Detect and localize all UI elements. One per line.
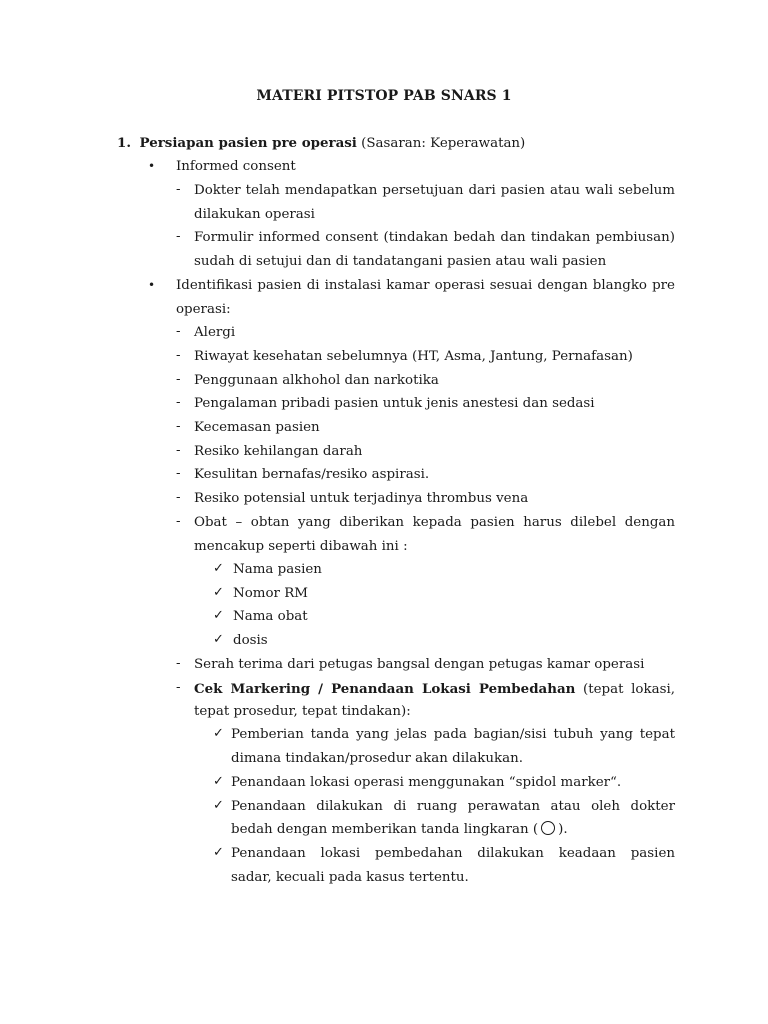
cek-check-3-line-1: Penandaan dilakukan di ruang perawatan atau oleh dokter (231, 799, 675, 814)
cek-check-4-line-2: sadar, kecuali pada kasus tertentu. (231, 870, 469, 885)
obat-check-item: dosis (233, 633, 268, 648)
identifikasi-item: Resiko kehilangan darah (194, 444, 363, 459)
identifikasi-line-1: Identifikasi pasien di instalasi kamar operasi sesuai dengan blangko pre (176, 278, 675, 293)
cek-check-3-pre: bedah dengan memberikan tanda lingkaran ( (231, 822, 539, 837)
identifikasi-line-2: operasi: (176, 302, 231, 317)
section-heading (117, 134, 525, 153)
dash-marker: - (176, 680, 181, 695)
dash-marker: - (176, 324, 181, 339)
page-title: MATERI PITSTOP PAB SNARS 1 (256, 88, 512, 104)
cek-check-1-line-1: Pemberian tanda yang jelas pada bagian/sisi tubuh yang tepat (231, 727, 675, 742)
obat-check-item: Nama obat (233, 609, 308, 624)
dash-marker: - (176, 182, 181, 197)
identifikasi-item: Resiko potensial untuk terjadinya thrombus vena (194, 491, 529, 506)
obat-line-2: mencakup seperti dibawah ini : (194, 539, 408, 554)
cek-check-3-line-2 (231, 821, 568, 839)
cek-check-2-line-1: Penandaan lokasi operasi menggunakan “spidol marker“. (231, 775, 622, 790)
dash-marker: - (176, 514, 181, 529)
check-icon: ✓ (213, 561, 224, 576)
identifikasi-item: Kesulitan bernafas/resiko aspirasi. (194, 467, 430, 482)
cek-check-1-line-2: dimana tindakan/prosedur akan dilakukan. (231, 751, 523, 766)
section-number: 1. (117, 135, 131, 151)
identifikasi-item: Riwayat kesehatan sebelumnya (HT, Asma, Jantung, Pernafasan) (194, 349, 633, 364)
consent-item-2-line-1: Formulir informed consent (tindakan bedah dan tindakan pembiusan) (194, 230, 675, 245)
consent-item-1-line-2: dilakukan operasi (194, 207, 315, 222)
dash-marker: - (176, 395, 181, 410)
check-icon: ✓ (213, 608, 224, 623)
check-icon: ✓ (213, 845, 224, 860)
consent-item-2-line-2: sudah di setujui dan di tandatangani pasien atau wali pasien (194, 254, 607, 269)
dash-marker: - (176, 372, 181, 387)
check-icon: ✓ (213, 774, 224, 789)
check-icon: ✓ (213, 632, 224, 647)
dash-marker: - (176, 656, 181, 671)
cek-markering-line-2: tepat prosedur, tepat tindakan): (194, 704, 411, 719)
dash-marker: - (176, 419, 181, 434)
obat-check-item: Nomor RM (233, 586, 308, 601)
dash-marker: - (176, 443, 181, 458)
dash-marker: - (176, 229, 181, 244)
cek-markering-line-1 (194, 680, 675, 699)
bullet-marker: • (148, 159, 156, 173)
identifikasi-item: Penggunaan alkhohol dan narkotika (194, 373, 439, 388)
cek-markering-rest: (tepat lokasi, (583, 682, 675, 697)
cek-markering-bold: Cek Markering / Penandaan Lokasi Pembedahan (194, 681, 576, 697)
section-heading-note: (Sasaran: Keperawatan) (361, 136, 526, 151)
informed-consent-label: Informed consent (176, 159, 296, 174)
check-icon: ✓ (213, 726, 224, 741)
cek-check-3-post: ). (558, 822, 568, 837)
identifikasi-item: Kecemasan pasien (194, 420, 320, 435)
circle-icon (541, 821, 555, 835)
dash-marker: - (176, 490, 181, 505)
dash-marker: - (176, 466, 181, 481)
serah-terima: Serah terima dari petugas bangsal dengan petugas kamar operasi (194, 657, 645, 672)
bullet-marker: • (148, 278, 156, 292)
check-icon: ✓ (213, 798, 224, 813)
identifikasi-item: Alergi (194, 325, 236, 340)
check-icon: ✓ (213, 585, 224, 600)
cek-check-4-line-1: Penandaan lokasi pembedahan dilakukan keadaan pasien (231, 846, 675, 861)
consent-item-1-line-1: Dokter telah mendapatkan persetujuan dari pasien atau wali sebelum (194, 183, 675, 198)
dash-marker: - (176, 348, 181, 363)
section-heading-text: Persiapan pasien pre operasi (139, 135, 357, 151)
obat-check-item: Nama pasien (233, 562, 322, 577)
identifikasi-item: Pengalaman pribadi pasien untuk jenis anestesi dan sedasi (194, 396, 595, 411)
obat-line-1: Obat – obtan yang diberikan kepada pasien harus dilebel dengan (194, 515, 675, 530)
